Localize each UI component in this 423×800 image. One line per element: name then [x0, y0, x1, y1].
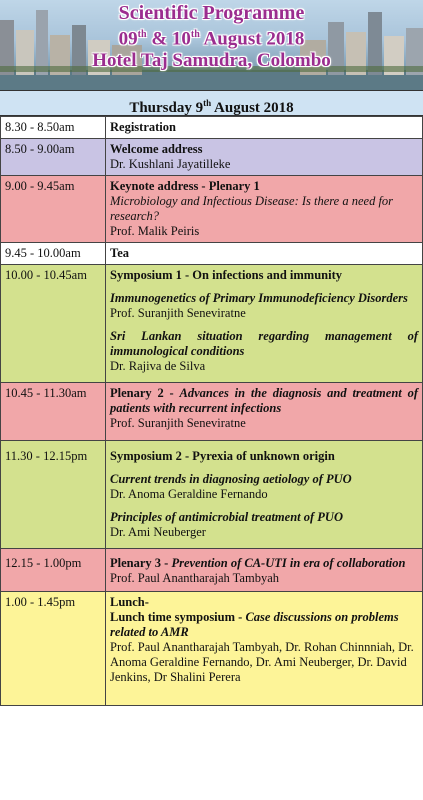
header-banner [0, 0, 423, 90]
programme-dates: 09th & 10th August 2018 [118, 28, 305, 50]
talk-title: Microbiology and Infectious Disease: Is there a need for research? [110, 194, 394, 223]
session-title: Keynote address - Plenary 1 [110, 179, 260, 193]
speaker-name: Dr. Ami Neuberger [110, 525, 206, 539]
session-time: 12.15 - 1.00pm [1, 549, 106, 592]
speaker-name: Prof. Suranjith Seneviratne [110, 416, 246, 430]
programme-venue: Hotel Taj Samudra, Colombo [92, 50, 331, 72]
session-details [106, 383, 423, 441]
table-row [1, 592, 423, 706]
session-title: Lunch- [110, 595, 149, 609]
table-row [1, 139, 423, 176]
speaker-name: Prof. Paul Anantharajah Tambyah, Dr. Rohan Chinnniah, Dr. Anoma Geraldine Fernando, Dr. Ami Neuberger, Dr. David Jenkins, Dr Shalini Perera [110, 640, 414, 684]
speaker-name: Prof. Malik Peiris [110, 224, 200, 238]
session-time: 9.00 - 9.45am [1, 176, 106, 243]
talk-title: Principles of antimicrobial treatment of PUO [110, 510, 343, 524]
session-time: 11.30 - 12.15pm [1, 441, 106, 549]
session-time: 1.00 - 1.45pm [1, 592, 106, 706]
session-title: Tea [110, 246, 129, 260]
speaker-name: Prof. Suranjith Seneviratne [110, 306, 246, 320]
speaker-name: Dr. Rajiva de Silva [110, 359, 206, 373]
session-time: 10.00 - 10.45am [1, 265, 106, 383]
programme-title: Scientific Programme [118, 2, 305, 24]
session-title: Welcome address [110, 142, 203, 156]
session-details [106, 549, 423, 592]
session-details [106, 441, 423, 549]
session-title: Symposium 1 - On infections and immunity [110, 268, 342, 282]
table-row [1, 176, 423, 243]
session-time: 10.45 - 11.30am [1, 383, 106, 441]
talk-title: Case discussions on problems related to AMR [110, 610, 399, 639]
session-details [106, 592, 423, 706]
session-details [106, 243, 423, 265]
speaker-name: Dr. Kushlani Jayatilleke [110, 157, 231, 171]
day-heading: Thursday 9th August 2018 [0, 90, 423, 116]
session-details [106, 139, 423, 176]
session-time: 8.50 - 9.00am [1, 139, 106, 176]
session-time: 9.45 - 10.00am [1, 243, 106, 265]
session-details [106, 176, 423, 243]
session-details [106, 117, 423, 139]
session-details [106, 265, 423, 383]
programme-table [0, 116, 423, 706]
table-row [1, 549, 423, 592]
table-row [1, 117, 423, 139]
table-row [1, 441, 423, 549]
talk-title: Sri Lankan situation regarding management of immunological conditions [110, 329, 418, 358]
header-titles [0, 2, 423, 72]
session-time: 8.30 - 8.50am [1, 117, 106, 139]
table-row [1, 243, 423, 265]
session-title: Symposium 2 - Pyrexia of unknown origin [110, 449, 335, 463]
session-title: Plenary 3 - [110, 556, 172, 570]
session-subtitle: Lunch time symposium - [110, 610, 246, 624]
talk-title: Prevention of CA-UTI in era of collaboration [171, 556, 406, 570]
talk-title: Advances in the diagnosis and treatment of patients with recurrent infections [110, 386, 418, 415]
speaker-name: Prof. Paul Anantharajah Tambyah [110, 571, 279, 585]
table-row [1, 383, 423, 441]
talk-title: Current trends in diagnosing aetiology of PUO [110, 472, 352, 486]
speaker-name: Dr. Anoma Geraldine Fernando [110, 487, 268, 501]
session-title: Registration [110, 120, 176, 134]
table-row [1, 265, 423, 383]
talk-title: Immunogenetics of Primary Immunodeficiency Disorders [110, 291, 408, 305]
session-title: Plenary 2 - [110, 386, 180, 400]
